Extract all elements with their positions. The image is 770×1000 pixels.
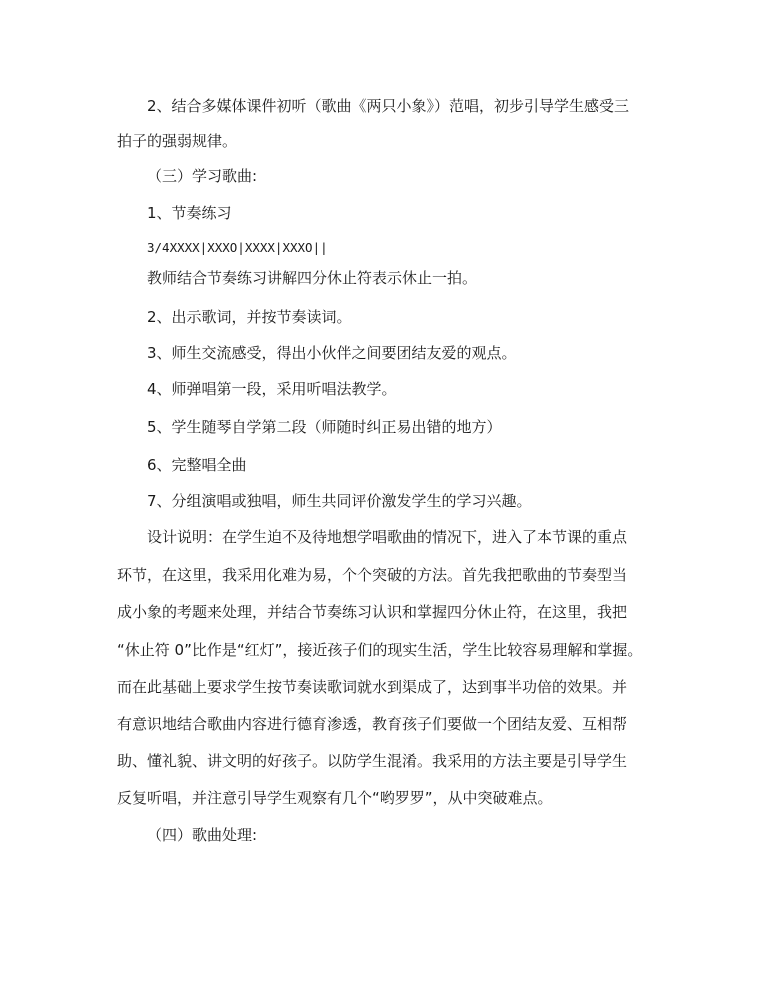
paragraph-line: 拍子的强弱规律。	[117, 132, 238, 150]
section-heading: （三）学习歌曲:	[147, 167, 258, 185]
paragraph-line: 有意识地结合歌曲内容进行德育渗透，教育孩子们要做一个团结友爱、互相帮	[117, 715, 628, 733]
paragraph-line: 成小象的考题来处理，并结合节奏练习认识和掌握四分休止符，在这里，我把	[117, 603, 628, 621]
list-item: 3、师生交流感受，得出小伙伴之间要团结友爱的观点。	[147, 344, 517, 362]
section-heading: （四）歌曲处理:	[147, 826, 258, 844]
rhythm-notation: 3/4XXXX|XXXO|XXXX|XXXO||	[147, 240, 328, 255]
paragraph-line: 而在此基础上要求学生按节奏读歌词就水到渠成了，达到事半功倍的效果。并	[117, 678, 628, 696]
paragraph-line: 2、结合多媒体课件初听（歌曲《两只小象》）范唱，初步引导学生感受三	[147, 97, 630, 115]
list-item: 5、学生随琴自学第二段（师随时纠正易出错的地方）	[147, 418, 502, 436]
list-item: 2、出示歌词，并按节奏读词。	[147, 308, 352, 326]
paragraph-line: 设计说明：在学生迫不及待地想学唱歌曲的情况下，进入了本节课的重点	[147, 528, 628, 546]
paragraph-line: 教师结合节奏练习讲解四分休止符表示休止一拍。	[147, 269, 478, 287]
paragraph-line: 助、懂礼貌、讲文明的好孩子。以防学生混淆。我采用的方法主要是引导学生	[117, 752, 628, 770]
list-item: 1、节奏练习	[147, 204, 232, 222]
paragraph-line: “休止符 0”比作是“红灯”，接近孩子们的现实生活，学生比较容易理解和掌握。	[117, 641, 643, 659]
list-item: 4、师弹唱第一段，采用听唱法教学。	[147, 380, 397, 398]
list-item: 7、分组演唱或独唱，师生共同评价激发学生的学习兴趣。	[147, 492, 532, 510]
paragraph-line: 环节，在这里，我采用化难为易，个个突破的方法。首先我把歌曲的节奏型当	[117, 566, 628, 584]
paragraph-line: 反复听唱，并注意引导学生观察有几个“哟罗罗”，从中突破难点。	[117, 789, 553, 807]
list-item: 6、完整唱全曲	[147, 456, 247, 474]
